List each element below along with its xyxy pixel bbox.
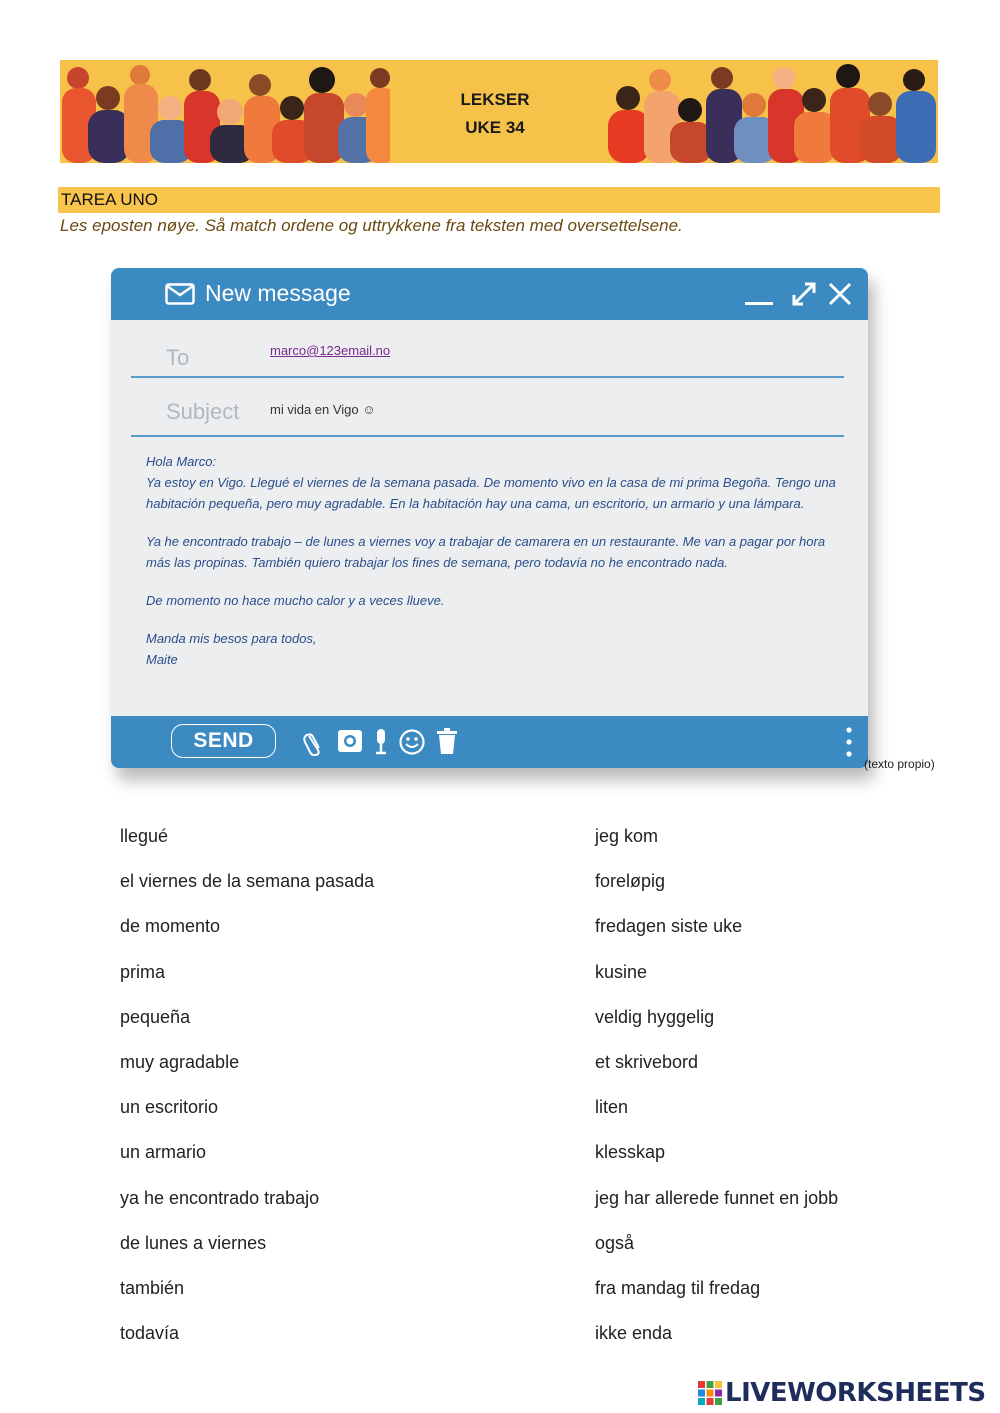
email-paragraph-3: De momento no hace mucho calor y a veces llueve. [146,593,445,608]
task-instruction: Les eposten nøye. Så match ordene og uttrykkene fra teksten med oversettelsene. [60,216,683,235]
spanish-word[interactable]: el viernes de la semana pasada [120,871,375,892]
email-greeting: Hola Marco: [146,454,217,469]
norwegian-word[interactable]: fredagen siste uke [595,916,743,937]
spanish-word[interactable]: muy agradable [120,1051,240,1072]
liveworksheets-logo-text: LIVEWORKSHEETS [725,1378,986,1408]
spanish-word-list [120,826,374,1368]
minimize-icon[interactable] [743,283,775,307]
norwegian-word-list [595,826,838,1368]
spanish-word[interactable]: ya he encontrado trabajo [120,1187,320,1208]
spanish-word[interactable]: un escritorio [120,1097,219,1118]
smiley-icon[interactable] [398,728,426,756]
subject-divider [131,435,844,437]
more-vertical-icon[interactable] [844,726,854,758]
email-window-title: New message [205,280,351,306]
email-signature: Maite [146,652,178,667]
subject-label: Subject [166,399,240,424]
norwegian-word[interactable]: veldig hyggelig [595,1006,715,1027]
spanish-word[interactable]: de momento [120,916,221,937]
people-illustration-left [60,60,390,163]
norwegian-word[interactable]: jeg kom [595,826,659,846]
email-closing: Manda mis besos para todos, [146,631,317,646]
spanish-word[interactable]: de lunes a viernes [120,1232,267,1253]
norwegian-word[interactable]: liten [595,1097,629,1118]
norwegian-word[interactable]: kusine [595,961,648,982]
email-body[interactable] [146,451,841,670]
email-toolbar [111,716,868,768]
norwegian-word[interactable]: et skrivebord [595,1051,699,1072]
norwegian-word[interactable]: også [595,1232,635,1253]
norwegian-word[interactable]: klesskap [595,1142,666,1163]
spanish-word[interactable]: prima [120,961,166,982]
spanish-word[interactable]: también [120,1277,185,1298]
email-paragraph-2: Ya he encontrado trabajo – de lunes a viernes voy a trabajar de camarera en un restaurante. Me van a pagar por hora más las propinas. También quiero trabajar los fines de semana, pero todavía no he encontrado nada. [146,534,826,570]
norwegian-word[interactable]: ikke enda [595,1323,673,1344]
task-header: TAREA UNO [58,187,940,213]
to-field[interactable]: marco@123email.no [270,343,391,358]
liveworksheets-logo-icon [698,1381,722,1405]
email-window [111,268,868,768]
to-divider [131,376,844,378]
email-paragraph-1: Ya estoy en Vigo. Llegué el viernes de la semana pasada. De momento vivo en la casa de mi prima Begoña. Tengo una habitación pequeña, pero muy agradable. En la habitación hay una cama, un escritorio, un armario y una lámpara. [146,475,836,511]
camera-icon[interactable] [337,728,363,754]
microphone-icon[interactable] [373,728,389,756]
spanish-word[interactable]: un armario [120,1142,207,1163]
to-label: To [166,345,190,370]
norwegian-word[interactable]: jeg har allerede funnet en jobb [595,1187,839,1208]
paperclip-icon[interactable] [303,728,325,756]
send-button[interactable]: SEND [171,724,276,758]
people-illustration-right [598,60,938,163]
envelope-icon [165,283,195,305]
banner-title-line2: UKE 34 [465,118,525,137]
spanish-word[interactable]: llegué [120,826,169,846]
credit-note: (texto propio) [864,757,935,771]
expand-icon[interactable] [791,281,817,307]
banner-title-line1: LEKSER [460,90,530,109]
norwegian-word[interactable]: fra mandag til fredag [595,1277,761,1298]
norwegian-word[interactable]: foreløpig [595,871,666,892]
liveworksheets-logo[interactable] [698,1376,986,1410]
spanish-word[interactable]: pequeña [120,1006,191,1027]
subject-field[interactable]: mi vida en Vigo ☺ [270,402,376,417]
banner-title [440,86,550,142]
close-icon[interactable] [827,281,853,307]
spanish-word[interactable]: todavía [120,1323,180,1344]
header-banner [60,60,938,163]
trash-icon[interactable] [436,728,458,756]
email-title-bar [111,268,868,320]
